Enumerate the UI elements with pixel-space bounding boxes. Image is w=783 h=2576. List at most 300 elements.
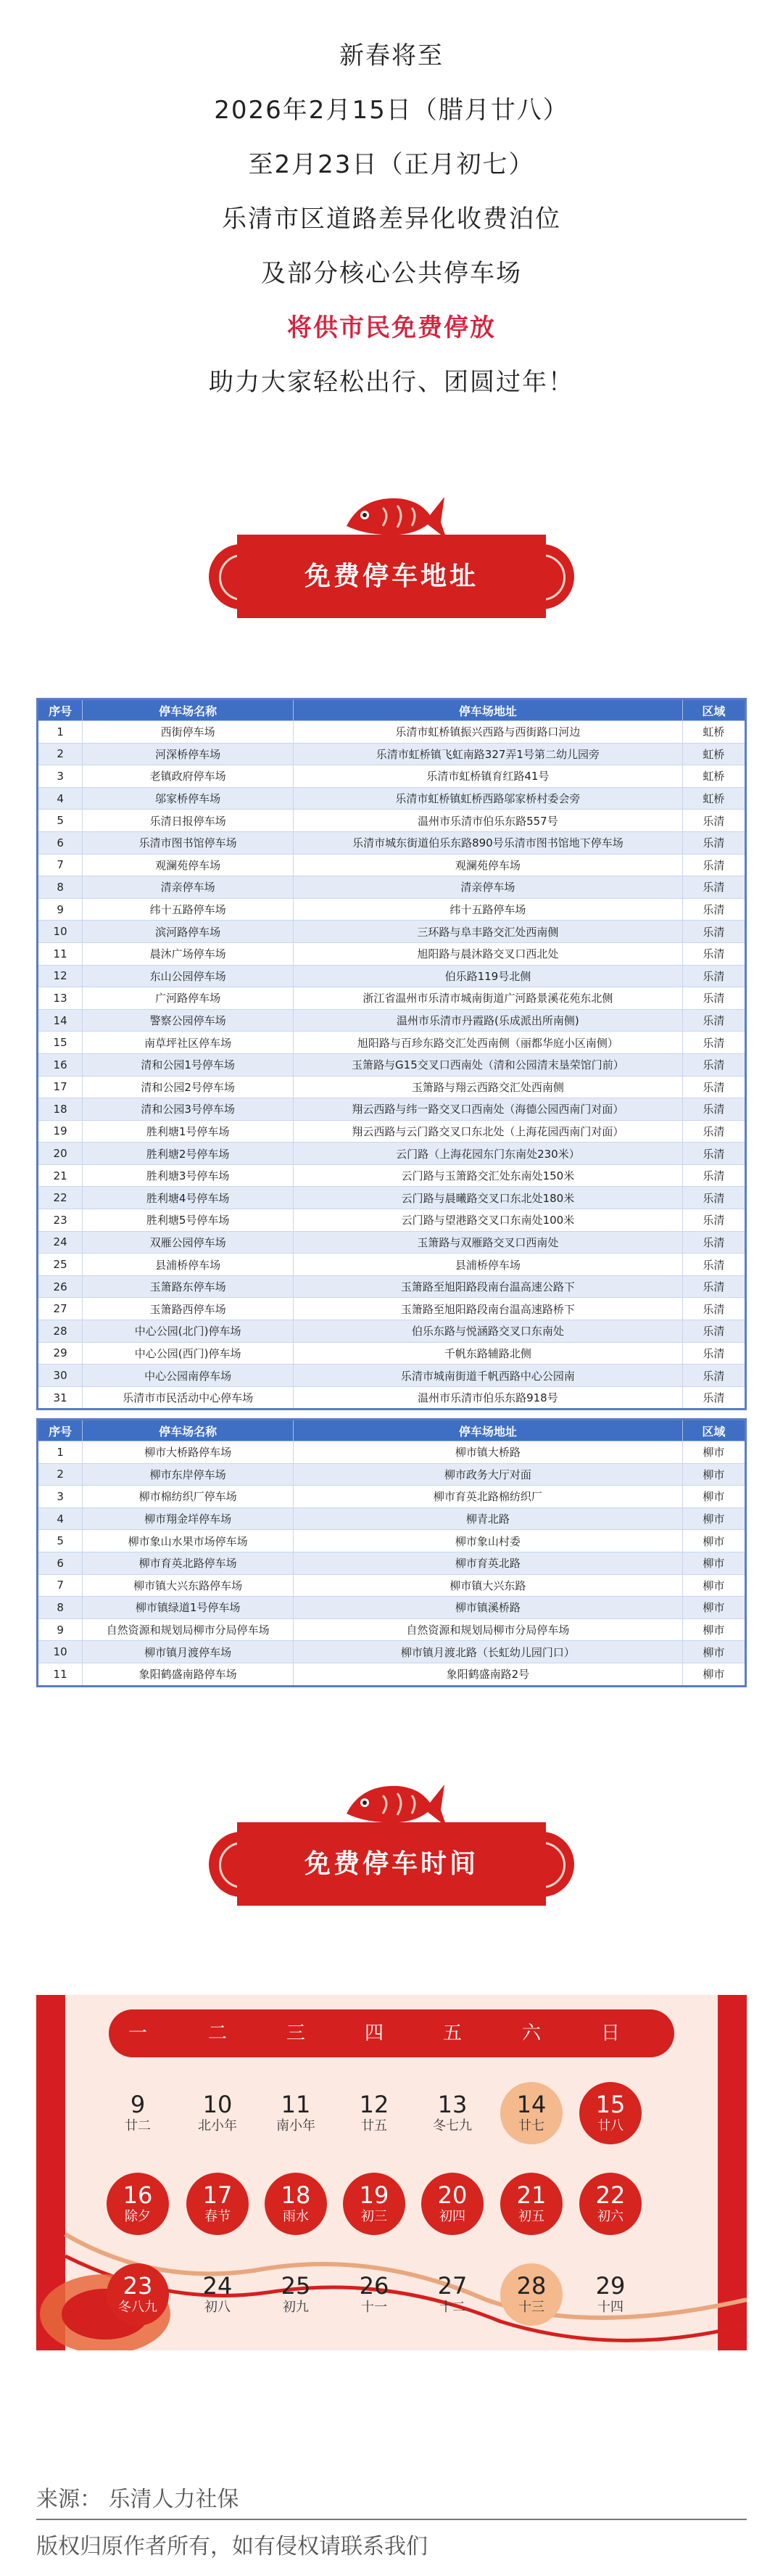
day-number: 17 [202, 2181, 233, 2209]
weekday-label: 三 [286, 2022, 305, 2044]
cell-address: 云门路与晨曦路交叉口东北处180米 [294, 1187, 683, 1209]
cell-name: 柳市东岸停车场 [83, 1463, 294, 1486]
cell-address: 云门路与望港路交叉口东南处100米 [294, 1209, 683, 1232]
lunar-label: 初六 [597, 2209, 624, 2224]
table-row [38, 1507, 746, 1530]
cell-index: 17 [38, 1076, 83, 1098]
table-row [38, 765, 746, 788]
col-header-name: 停车场名称 [83, 1420, 294, 1441]
lunar-label: 十四 [597, 2300, 624, 2315]
cell-area: 乐清 [682, 1254, 745, 1276]
cell-index: 4 [38, 787, 83, 810]
cell-area: 柳市 [682, 1641, 745, 1663]
table-row [38, 721, 746, 744]
lunar-label: 南小年 [276, 2118, 315, 2133]
table-row [38, 876, 746, 899]
cell-address: 自然资源和规划局柳市分局停车场 [294, 1618, 683, 1641]
cell-area: 虹桥 [682, 787, 745, 810]
col-header-index: 序号 [38, 699, 83, 721]
day-number: 13 [437, 2091, 468, 2118]
copyright-text: 版权归原作者所有，如有侵权请联系我们 [36, 2534, 428, 2559]
cell-name: 清亲停车场 [83, 876, 294, 899]
cell-index: 5 [38, 1530, 83, 1552]
source-text: 来源： 乐清人力社保 [36, 2487, 239, 2512]
cell-address: 柳市政务大厅对面 [294, 1463, 683, 1486]
day-number: 24 [202, 2272, 233, 2300]
table-row [38, 1275, 746, 1298]
cell-name: 清和公园2号停车场 [83, 1076, 294, 1098]
cell-index: 25 [38, 1254, 83, 1276]
cell-area: 乐清 [682, 810, 745, 832]
cell-index: 18 [38, 1098, 83, 1121]
cell-address: 云门路（上海花园东门东南处230米） [294, 1143, 683, 1165]
day-number: 28 [516, 2272, 547, 2300]
table-row [38, 787, 746, 810]
table-row [38, 1143, 746, 1165]
cell-address: 伯乐东路与悦涵路交叉口东南处 [294, 1320, 683, 1343]
lunar-label: 廿五 [361, 2118, 387, 2133]
cell-index: 10 [38, 1641, 83, 1663]
parking-table-yueqing [36, 698, 747, 1410]
col-header-area: 区域 [682, 1420, 745, 1441]
cell-index: 9 [38, 898, 83, 921]
weekday-label: 五 [442, 2022, 462, 2044]
calendar-day [421, 2173, 484, 2235]
table-row [38, 1463, 746, 1486]
cell-name: 柳市镇月渡停车场 [83, 1641, 294, 1663]
cell-name: 柳市棉纺织厂停车场 [83, 1486, 294, 1508]
cell-area: 乐清 [682, 987, 745, 1010]
cell-area: 柳市 [682, 1618, 745, 1641]
day-number: 27 [437, 2272, 468, 2300]
day-number: 9 [130, 2091, 146, 2118]
cell-area: 乐清 [682, 921, 745, 943]
calendar-day [500, 2082, 563, 2144]
cell-index: 1 [38, 721, 83, 744]
weekday-label: 日 [600, 2022, 620, 2044]
table-row [38, 810, 746, 832]
table-row [38, 1076, 746, 1098]
cell-area: 乐清 [682, 1032, 745, 1054]
cell-address: 乐清市虹桥镇虹桥西路邬家桥村委会旁 [294, 787, 683, 810]
cell-name: 晨沐广场停车场 [83, 942, 294, 965]
cell-address: 翔云西路与纬一路交叉口西南处（海德公园西南门对面） [294, 1098, 683, 1121]
cell-name: 东山公园停车场 [83, 965, 294, 987]
cell-index: 7 [38, 1574, 83, 1597]
lunar-label: 廿八 [597, 2118, 624, 2133]
table-row [38, 1365, 746, 1387]
cell-name: 老镇政府停车场 [83, 765, 294, 788]
cell-index: 9 [38, 1618, 83, 1641]
cell-address: 清亲停车场 [294, 876, 683, 899]
cell-index: 22 [38, 1187, 83, 1209]
calendar-day [500, 2263, 563, 2326]
col-header-address: 停车场地址 [294, 1420, 683, 1441]
table-row [38, 1486, 746, 1508]
cell-area: 柳市 [682, 1530, 745, 1552]
day-number: 18 [281, 2181, 311, 2209]
cell-name: 中心公园(西门)停车场 [83, 1342, 294, 1365]
intro-line-3: 至2月23日（正月初七） [248, 150, 535, 179]
cell-area: 乐清 [682, 1076, 745, 1098]
cell-area: 柳市 [682, 1574, 745, 1597]
cell-index: 14 [38, 1009, 83, 1032]
table-row [38, 921, 746, 943]
table-row [38, 1187, 746, 1209]
cell-name: 柳市育英北路停车场 [83, 1552, 294, 1574]
calendar-day [343, 2082, 405, 2144]
lunar-label: 春节 [204, 2209, 231, 2224]
cell-index: 20 [38, 1143, 83, 1165]
lunar-label: 冬八九 [118, 2300, 157, 2315]
cell-address: 翔云西路与云门路交叉口东北处（上海花园西南门对面） [294, 1120, 683, 1143]
table-row [38, 1663, 746, 1686]
day-number: 26 [359, 2272, 389, 2300]
weekday-label: 二 [207, 2022, 227, 2044]
cell-area: 乐清 [682, 1342, 745, 1365]
lunar-label: 初五 [518, 2209, 544, 2224]
lunar-label: 十三 [518, 2300, 544, 2315]
parking-table-liushi [36, 1418, 747, 1687]
cell-index: 24 [38, 1231, 83, 1254]
cell-index: 6 [38, 1552, 83, 1574]
cell-address: 观澜苑停车场 [294, 854, 683, 876]
cell-index: 19 [38, 1120, 83, 1143]
cell-name: 象阳鹤盛南路停车场 [83, 1663, 294, 1686]
cell-area: 乐清 [682, 1187, 745, 1209]
cell-address: 柳市镇大兴东路 [294, 1574, 683, 1597]
cell-index: 31 [38, 1386, 83, 1410]
lunar-label: 除夕 [125, 2209, 151, 2224]
cell-area: 乐清 [682, 1209, 745, 1232]
calendar-day [579, 2263, 642, 2326]
cell-area: 柳市 [682, 1507, 745, 1530]
cell-name: 柳市象山水果市场停车场 [83, 1530, 294, 1552]
cell-address: 玉箫路与双雁路交叉口西南处 [294, 1231, 683, 1254]
cell-index: 1 [38, 1441, 83, 1464]
day-number: 16 [123, 2181, 153, 2209]
calendar-day [265, 2263, 327, 2326]
day-number: 15 [595, 2091, 626, 2118]
cell-address: 旭阳路与晨沐路交叉口西北处 [294, 942, 683, 965]
cell-name: 柳市翔金垟停车场 [83, 1507, 294, 1530]
cell-name: 双雁公园停车场 [83, 1231, 294, 1254]
cell-address: 千帆东路辅路北侧 [294, 1342, 683, 1365]
cell-name: 清和公园3号停车场 [83, 1098, 294, 1121]
koi-fish-icon [332, 1770, 448, 1828]
weekday-label: 四 [364, 2022, 384, 2044]
cell-area: 乐清 [682, 898, 745, 921]
weekday-label: 一 [128, 2022, 147, 2044]
lunar-label: 初八 [204, 2300, 231, 2315]
time-section-title: 免费停车时间 [304, 1849, 478, 1879]
cell-area: 乐清 [682, 1009, 745, 1032]
table-row [38, 1231, 746, 1254]
table-row [38, 1320, 746, 1343]
cell-area: 虹桥 [682, 765, 745, 788]
cell-name: 西街停车场 [83, 721, 294, 744]
col-header-address: 停车场地址 [294, 699, 683, 721]
cell-address: 温州市乐清市伯乐东路557号 [294, 810, 683, 832]
calendar-day [343, 2263, 405, 2326]
cell-area: 乐清 [682, 1120, 745, 1143]
cell-index: 12 [38, 965, 83, 987]
cell-area: 乐清 [682, 1365, 745, 1387]
cell-address: 玉箫路至旭阳路段南台温高速路桥下 [294, 1298, 683, 1320]
cell-index: 3 [38, 765, 83, 788]
table-row [38, 1009, 746, 1032]
table-row [38, 831, 746, 854]
table-row [38, 1254, 746, 1276]
table-row [38, 1574, 746, 1597]
lunar-label: 雨水 [283, 2209, 309, 2224]
table-row [38, 1164, 746, 1187]
cell-index: 3 [38, 1486, 83, 1508]
calendar-day [107, 2082, 169, 2144]
day-number: 23 [123, 2272, 153, 2300]
cell-index: 8 [38, 1597, 83, 1619]
cell-address: 旭阳路与百珍东路交汇处西南侧（丽都华庭小区南侧） [294, 1032, 683, 1054]
lunar-label: 廿二 [125, 2118, 151, 2133]
table-row [38, 942, 746, 965]
cell-area: 乐清 [682, 942, 745, 965]
lunar-label: 初九 [283, 2300, 309, 2315]
cell-address: 浙江省温州市乐清市城南街道广河路景溪花苑东北侧 [294, 987, 683, 1010]
cell-index: 11 [38, 942, 83, 965]
cell-index: 16 [38, 1053, 83, 1076]
lunar-label: 北小年 [198, 2118, 237, 2133]
cell-name: 警察公园停车场 [83, 1009, 294, 1032]
intro-highlight: 将供市民免费停放 [287, 313, 496, 342]
cell-area: 乐清 [682, 965, 745, 987]
cell-address: 温州市乐清市丹霞路(乐成派出所南侧) [294, 1009, 683, 1032]
cell-index: 23 [38, 1209, 83, 1232]
cell-index: 10 [38, 921, 83, 943]
lunar-label: 十二 [439, 2300, 465, 2315]
lunar-label: 廿七 [518, 2118, 544, 2133]
intro-block [0, 29, 783, 410]
cell-name: 广河路停车场 [83, 987, 294, 1010]
cell-index: 2 [38, 1463, 83, 1486]
cell-address: 象阳鹤盛南路2号 [294, 1663, 683, 1686]
footer-divider [36, 2519, 747, 2520]
cell-area: 柳市 [682, 1463, 745, 1486]
cell-index: 15 [38, 1032, 83, 1054]
calendar-day [421, 2263, 484, 2326]
cell-address: 乐清市城南街道千帆西路中心公园南 [294, 1365, 683, 1387]
cell-name: 河深桥停车场 [83, 743, 294, 765]
calendar-day [107, 2173, 169, 2235]
cell-name: 乐清市图书馆停车场 [83, 831, 294, 854]
day-number: 19 [359, 2181, 389, 2209]
day-number: 14 [516, 2091, 547, 2118]
cell-name: 柳市镇大兴东路停车场 [83, 1574, 294, 1597]
cell-area: 乐清 [682, 1275, 745, 1298]
table-row [38, 898, 746, 921]
calendar-day [343, 2173, 405, 2235]
address-section-header [0, 482, 783, 642]
table-row [38, 1298, 746, 1320]
table-row [38, 965, 746, 987]
cell-address: 纬十五路停车场 [294, 898, 683, 921]
cell-area: 乐清 [682, 1098, 745, 1121]
cell-address: 柳市育英北路 [294, 1552, 683, 1574]
cell-index: 28 [38, 1320, 83, 1343]
day-number: 20 [437, 2181, 468, 2209]
cell-area: 柳市 [682, 1663, 745, 1686]
cell-name: 清和公园1号停车场 [83, 1053, 294, 1076]
cell-name: 滨河路停车场 [83, 921, 294, 943]
calendar-day [421, 2082, 484, 2144]
table-row [38, 1530, 746, 1552]
cell-area: 柳市 [682, 1486, 745, 1508]
cell-index: 13 [38, 987, 83, 1010]
cell-name: 胜利塘1号停车场 [83, 1120, 294, 1143]
cell-name: 纬十五路停车场 [83, 898, 294, 921]
lunar-label: 初四 [439, 2209, 465, 2224]
cell-name: 邬家桥停车场 [83, 787, 294, 810]
cell-address: 伯乐路119号北侧 [294, 965, 683, 987]
cell-area: 柳市 [682, 1552, 745, 1574]
lunar-label: 冬七九 [433, 2118, 472, 2133]
intro-line-5: 及部分核心公共停车场 [261, 259, 522, 288]
calendar-day [579, 2173, 642, 2235]
table-row [38, 987, 746, 1010]
cell-name: 乐清市市民活动中心停车场 [83, 1386, 294, 1410]
day-number: 29 [595, 2272, 626, 2300]
cell-address: 三环路与阜丰路交汇处西南侧 [294, 921, 683, 943]
cell-index: 30 [38, 1365, 83, 1387]
cell-index: 21 [38, 1164, 83, 1187]
intro-line-2: 2026年2月15日（腊月廿八） [214, 96, 569, 125]
day-number: 25 [281, 2272, 311, 2300]
table-row [38, 1209, 746, 1232]
cell-area: 乐清 [682, 1386, 745, 1410]
col-header-index: 序号 [38, 1420, 83, 1441]
table-row [38, 1098, 746, 1121]
cell-name: 柳市镇绿道1号停车场 [83, 1597, 294, 1619]
cell-name: 玉箫路西停车场 [83, 1298, 294, 1320]
cell-area: 乐清 [682, 854, 745, 876]
calendar-day [265, 2173, 327, 2235]
cell-address: 玉箫路至旭阳路段南台温高速公路下 [294, 1275, 683, 1298]
cell-index: 4 [38, 1507, 83, 1530]
holiday-calendar [36, 1995, 747, 2350]
cell-index: 27 [38, 1298, 83, 1320]
cell-address: 乐清市城东街道伯乐东路890号乐清市图书馆地下停车场 [294, 831, 683, 854]
cell-address: 县浦桥停车场 [294, 1254, 683, 1276]
day-number: 11 [281, 2091, 311, 2118]
table-row [38, 1618, 746, 1641]
table-row [38, 1386, 746, 1410]
cell-address: 乐清市虹桥镇育红路41号 [294, 765, 683, 788]
cell-name: 自然资源和规划局柳市分局停车场 [83, 1618, 294, 1641]
cell-address: 乐清市虹桥镇振兴西路与西街路口河边 [294, 721, 683, 744]
calendar-day [500, 2173, 563, 2235]
intro-line-7: 助力大家轻松出行、团圆过年！ [209, 368, 574, 397]
cell-name: 胜利塘5号停车场 [83, 1209, 294, 1232]
cell-name: 玉箫路东停车场 [83, 1275, 294, 1298]
cell-address: 柳市育英北路棉纺织厂 [294, 1486, 683, 1508]
cell-name: 中心公园(北门)停车场 [83, 1320, 294, 1343]
calendar-day [107, 2263, 169, 2326]
intro-line-1: 新春将至 [339, 41, 444, 70]
cell-address: 柳市镇溪桥路 [294, 1597, 683, 1619]
cell-name: 乐清日报停车场 [83, 810, 294, 832]
cell-address: 柳青北路 [294, 1507, 683, 1530]
cell-area: 乐清 [682, 831, 745, 854]
cell-address: 柳市镇大桥路 [294, 1441, 683, 1464]
cell-area: 乐清 [682, 1053, 745, 1076]
cell-name: 南草坪社区停车场 [83, 1032, 294, 1054]
cell-name: 观澜苑停车场 [83, 854, 294, 876]
table-row [38, 1342, 746, 1365]
day-number: 12 [359, 2091, 389, 2118]
table-row [38, 1053, 746, 1076]
cell-address: 玉箫路与翔云西路交汇处西南侧 [294, 1076, 683, 1098]
cell-address: 柳市象山村委 [294, 1530, 683, 1552]
cell-area: 乐清 [682, 876, 745, 899]
cell-area: 乐清 [682, 1320, 745, 1343]
table-row [38, 1641, 746, 1663]
cell-area: 柳市 [682, 1597, 745, 1619]
cell-address: 乐清市虹桥镇飞虹南路327弄1号第二幼儿园旁 [294, 743, 683, 765]
col-header-name: 停车场名称 [83, 699, 294, 721]
cell-address: 玉箫路与G15交叉口西南处（清和公园清末垦荣馆门前） [294, 1053, 683, 1076]
cell-address: 云门路与玉箫路交汇处东南处150米 [294, 1164, 683, 1187]
table-row [38, 854, 746, 876]
cell-address: 温州市乐清市伯乐东路918号 [294, 1386, 683, 1410]
day-number: 21 [516, 2181, 547, 2209]
cell-area: 柳市 [682, 1441, 745, 1464]
calendar-day [186, 2263, 249, 2326]
cell-index: 6 [38, 831, 83, 854]
table-row [38, 1120, 746, 1143]
cell-index: 8 [38, 876, 83, 899]
cell-area: 乐清 [682, 1231, 745, 1254]
cell-area: 虹桥 [682, 721, 745, 744]
table-row [38, 1441, 746, 1464]
cell-name: 柳市大桥路停车场 [83, 1441, 294, 1464]
cell-index: 7 [38, 854, 83, 876]
cell-index: 11 [38, 1663, 83, 1686]
cell-index: 26 [38, 1275, 83, 1298]
cell-index: 2 [38, 743, 83, 765]
cell-index: 5 [38, 810, 83, 832]
address-section-title: 免费停车地址 [304, 561, 478, 591]
day-number: 10 [202, 2091, 233, 2118]
calendar-day [579, 2082, 642, 2144]
table-row [38, 743, 746, 765]
time-section-header [0, 1770, 783, 1930]
weekday-label: 六 [521, 2022, 541, 2044]
cell-index: 29 [38, 1342, 83, 1365]
koi-fish-icon [332, 482, 448, 540]
cell-name: 胜利塘2号停车场 [83, 1143, 294, 1165]
day-number: 22 [595, 2181, 626, 2209]
table-row [38, 1552, 746, 1574]
table-row [38, 1597, 746, 1619]
cell-name: 胜利塘3号停车场 [83, 1164, 294, 1187]
cell-area: 乐清 [682, 1298, 745, 1320]
calendar-day [186, 2173, 249, 2235]
calendar-day [186, 2082, 249, 2144]
cell-area: 虹桥 [682, 743, 745, 765]
col-header-area: 区域 [682, 699, 745, 721]
calendar-day [265, 2082, 327, 2144]
cell-area: 乐清 [682, 1164, 745, 1187]
cell-address: 柳市镇月渡北路（长虹幼儿园门口） [294, 1641, 683, 1663]
